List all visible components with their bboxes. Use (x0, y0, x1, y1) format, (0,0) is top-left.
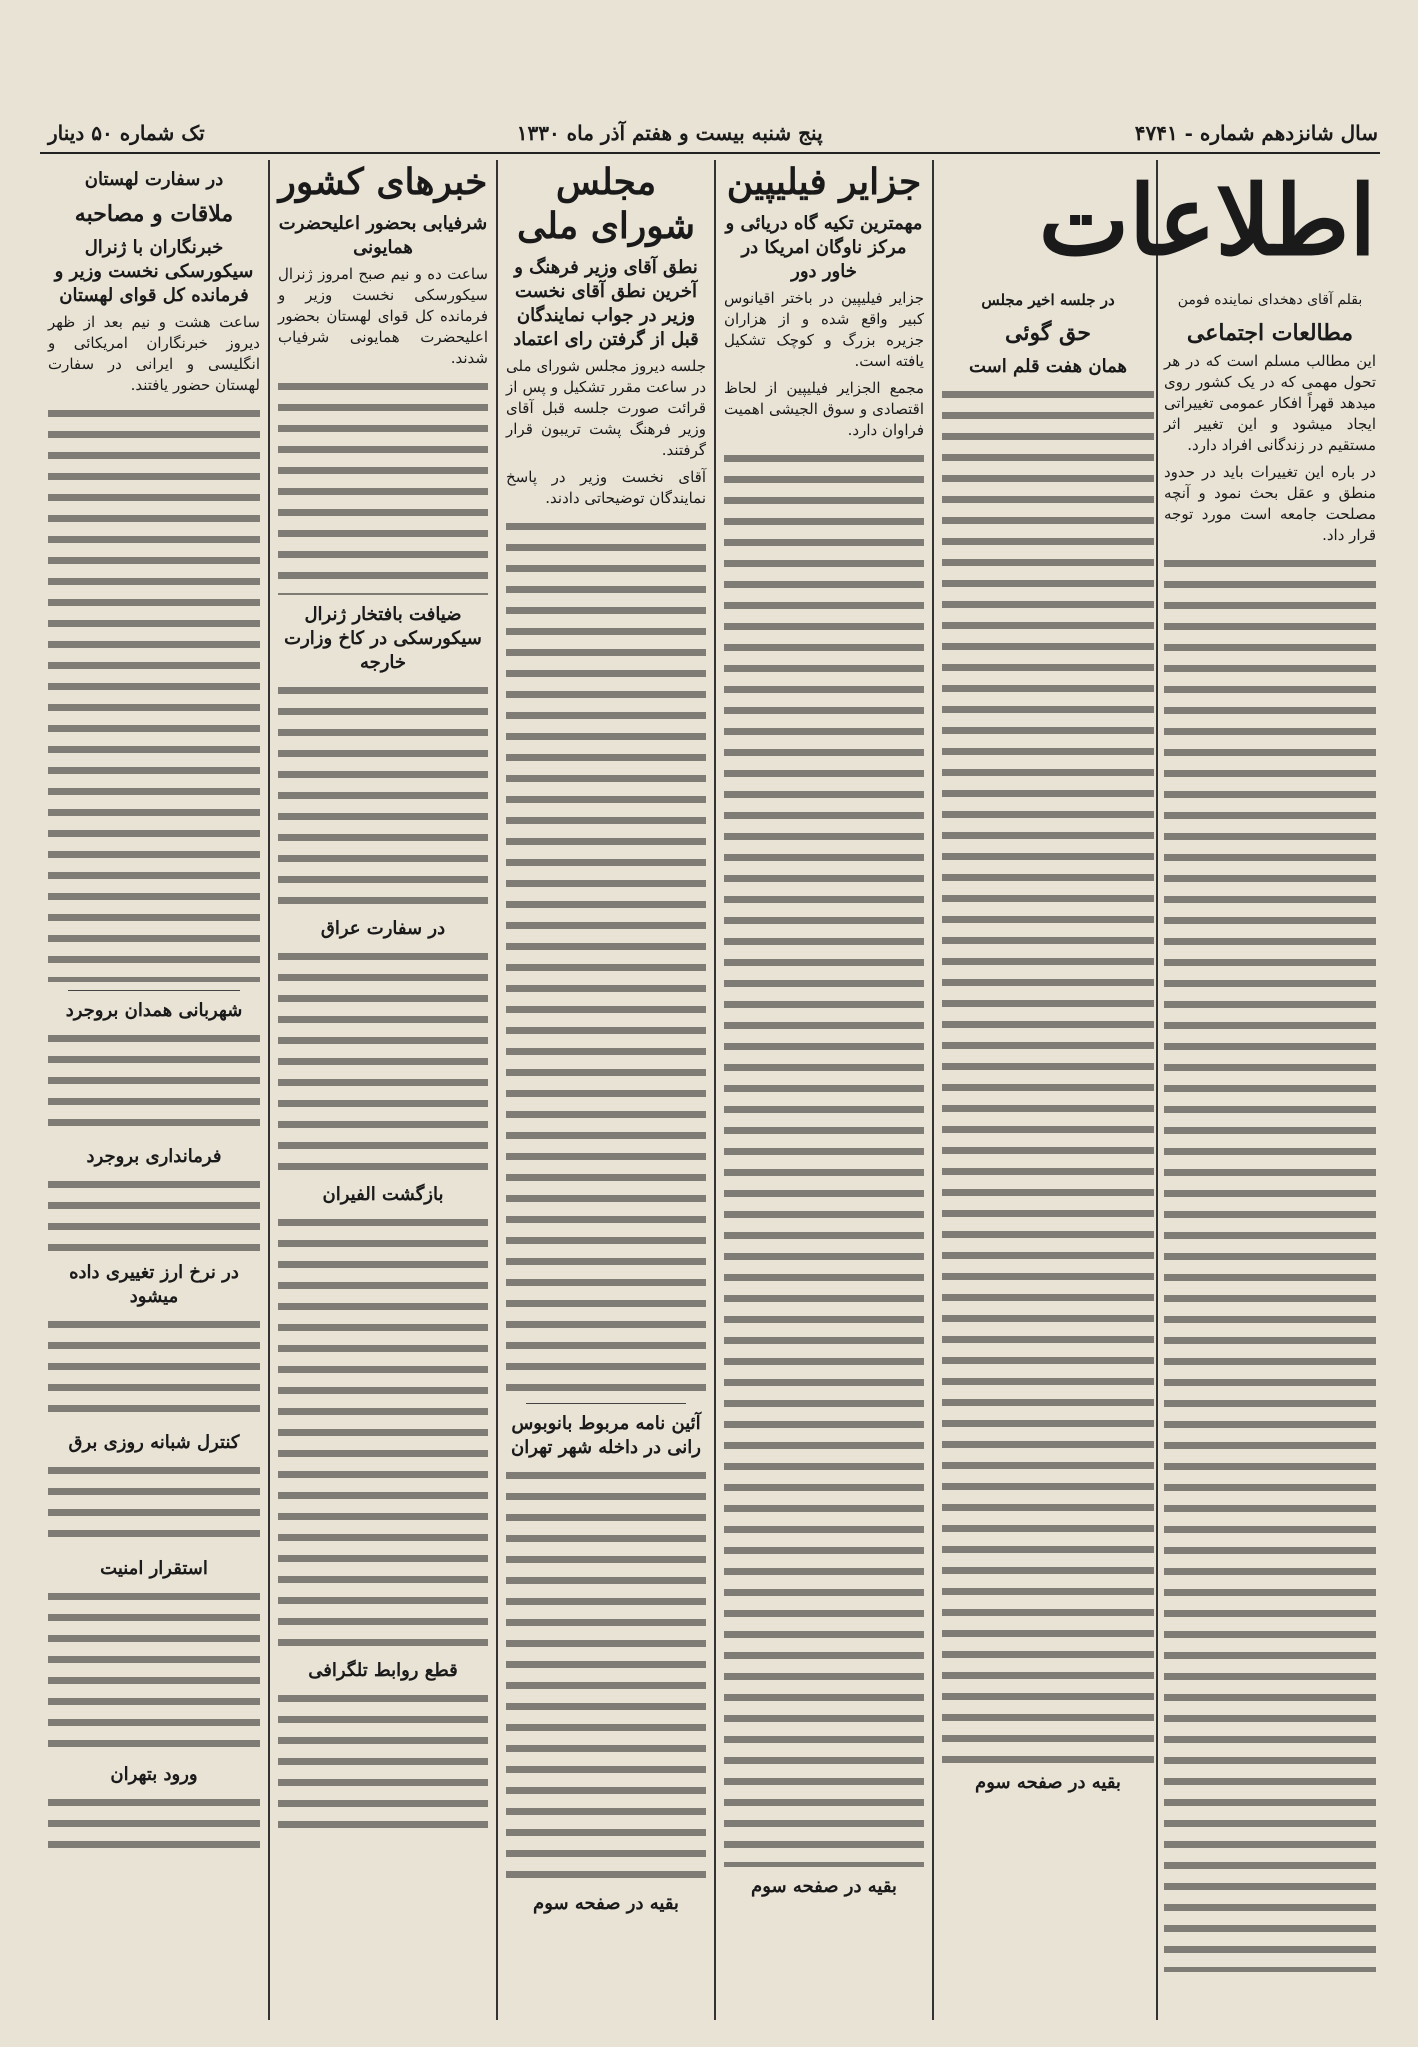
subheadline: بازگشت الفیران (322, 1184, 444, 1205)
continued-note: بقیه در صفحه سوم (975, 1772, 1121, 1793)
subheadline: ضیافت بافتخار ژنرال سیکورسکی در کاخ وزارت خارجه (284, 604, 482, 673)
byline: بقلم آقای دهخدای نماینده فومن (1177, 292, 1363, 308)
headline: همان هفت قلم است (969, 356, 1127, 377)
headline: ملاقات و مصاحبه (74, 201, 234, 227)
body-text-lines (48, 1459, 260, 1549)
body-text-lines (48, 1585, 260, 1755)
issue-date: پنج شنبه بیست و هفتم آذر ماه ۱۳۳۰ (516, 121, 823, 145)
paragraph: جزایر فیلیپین در باختر اقیانوس کبیر واقع شده و از هزاران جزیره بزرگ و کوچک تشکیل یافته است. (724, 289, 924, 370)
issue-price: تک شماره ۵۰ دینار (48, 121, 205, 145)
masthead-logo: اطلاعات (1038, 164, 1376, 277)
paragraph: جلسه دیروز مجلس شورای ملی در ساعت مقرر تشکیل و پس از قرائت صورت جلسه قبل آقای وزیر فرهنگ پشت تریبون قرار گرفتند. (506, 357, 706, 459)
body-text-lines (48, 402, 260, 982)
subheadline: در سفارت عراق (320, 918, 446, 939)
body-text-lines (278, 679, 488, 909)
subheadline: در نرخ ارز تغییری داده میشود (69, 1262, 239, 1307)
body-text-lines (48, 1027, 260, 1137)
body-text-lines (506, 515, 706, 1395)
issue-info: سال شانزدهم شماره - ۴۷۴۱ (1134, 121, 1378, 145)
continued-note: بقیه در صفحه سوم (751, 1876, 897, 1897)
headline: مجلس شورای ملی (516, 161, 696, 247)
paragraph: ساعت ده و نیم صبح امروز ژنرال سیکورسکی نخست وزیر و فرمانده کل قوای لهستان بحضور اعلیحضرت همایونی شرفیاب شدند. (278, 265, 488, 367)
body-text-lines (278, 1211, 488, 1651)
body-text-lines (48, 1173, 260, 1253)
column-philippines (724, 160, 924, 2020)
section-title: مطالعات اجتماعی (1186, 320, 1354, 346)
divider (68, 990, 240, 991)
paragraph: در باره این تغییرات باید در حدود منطق و عقل بحث نمود و آنچه مصلحت جامعه است مورد توجه قرار داد. (1164, 463, 1376, 544)
body-text-lines (278, 1687, 488, 1837)
subheadline: آئین نامه مربوط بانوبوس رانی در داخله شهر تهران (510, 1413, 701, 1458)
subheadline: استقرار امنیت (100, 1558, 208, 1579)
kicker: در جلسه اخیر مجلس (981, 291, 1115, 309)
body-text-lines (278, 945, 488, 1175)
subheadline: شهربانی همدان بروجرد (65, 1000, 243, 1021)
header-rule (40, 152, 1380, 154)
subheadline: قطع روابط تلگرافی (308, 1660, 458, 1681)
body-text-lines (48, 1791, 260, 1861)
truth-block (942, 290, 1154, 2020)
subheadline: شرفیابی بحضور اعلیحضرت همایونی (278, 213, 488, 258)
column-editorial (942, 290, 1376, 2020)
paragraph: ساعت هشت و نیم بعد از ظهر دیروز خبرنگاران امریکائی و انگلیسی و ایرانی در سفارت لهستان حضور یافتند. (48, 313, 260, 394)
body-text-lines (278, 375, 488, 595)
subheadline: نطق آقای وزیر فرهنگ و آخرین نطق آقای نخست وزیر در جواب نمایندگان قبل از گرفتن رای اعتماد (513, 257, 699, 350)
continued-note: بقیه در صفحه سوم (533, 1893, 679, 1914)
column-divider (932, 160, 934, 2020)
headline: جزایر فیلیپین (726, 161, 922, 203)
paragraph: این مطالب مسلم است که در هر تحول مهمی که در یک کشور روی میدهد قهراً افکار عمومی تغییراتی ایجاد میشود و این تغییر اثر مستقیم در زندگانی افراد دارد. (1164, 352, 1376, 454)
column-divider (496, 160, 498, 2020)
subheadline: خبرنگاران با ژنرال سیکورسکی نخست وزیر و فرمانده کل قوای لهستان (54, 237, 254, 306)
column-domestic-news (278, 160, 488, 2020)
column-divider (268, 160, 270, 2020)
subheadline: مهمترین تکیه گاه دریائی و مرکز ناوگان امریکا در خاور دور (725, 213, 923, 282)
social-studies-block (1164, 290, 1376, 2020)
body-text-lines (724, 447, 924, 1867)
header-bar (48, 116, 1378, 150)
body-text-lines (48, 1313, 260, 1423)
column-embassy (48, 160, 260, 2020)
column-majlis (506, 160, 706, 2020)
headline: خبرهای کشور (278, 161, 488, 203)
kicker: در سفارت لهستان (84, 169, 224, 190)
headline: حق گوئی (1005, 320, 1091, 346)
subheadline: فرمانداری بروجرد (86, 1146, 222, 1167)
body-text-lines (506, 1464, 706, 1884)
body-text-lines (1164, 552, 1376, 1972)
subheadline: ورود بتهران (110, 1764, 198, 1785)
subheadline: کنترل شبانه روزی برق (68, 1432, 240, 1453)
column-divider (714, 160, 716, 2020)
paragraph: آقای نخست وزیر در پاسخ نمایندگان توضیحاتی دادند. (506, 468, 706, 507)
paragraph: مجمع الجزایر فیلیپین از لحاظ اقتصادی و سوق الجیشی اهمیت فراوان دارد. (724, 379, 924, 439)
body-text-lines (942, 383, 1154, 1763)
divider (526, 1403, 686, 1404)
